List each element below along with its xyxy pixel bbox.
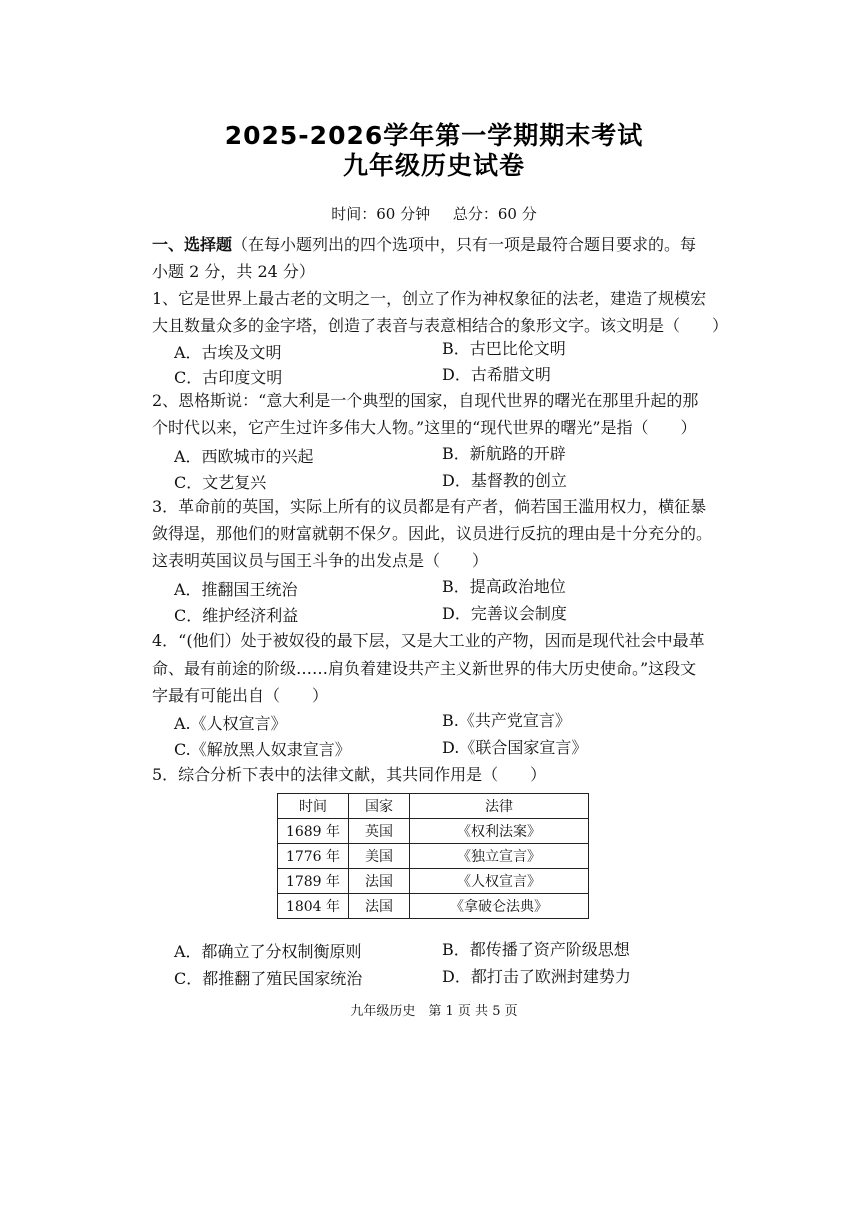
q1-option-c: C．古印度文明	[174, 368, 283, 387]
q1-line-2: 大且数量众多的金字塔，创造了表音与表意相结合的象形文字。该文明是（ ）	[152, 316, 729, 335]
q5-option-a: A．都确立了分权制衡原则	[174, 942, 362, 961]
law-table	[277, 793, 589, 919]
table-header-law: 法律	[410, 794, 589, 819]
instruction-part-b: 小题 2 分，共 24 分）	[152, 262, 315, 281]
q3-option-b: B．提高政治地位	[442, 577, 566, 596]
page-footer: 九年级历史 第 1 页 共 5 页	[350, 1004, 518, 1019]
q3-option-d: D．完善议会制度	[442, 604, 567, 623]
table-row	[278, 819, 589, 844]
q2-option-d: D．基督教的创立	[442, 471, 567, 490]
q2-option-c: C．文艺复兴	[174, 473, 267, 492]
exam-score: 总分：60 分	[452, 205, 537, 223]
section-instruction	[152, 232, 752, 255]
table-cell-time: 1804 年	[278, 894, 349, 919]
table-cell-law: 《拿破仑法典》	[410, 894, 589, 919]
table-header-row	[278, 794, 589, 819]
table-cell-law: 《权利法案》	[410, 819, 589, 844]
q3-line-3: 这表明英国议员与国王斗争的出发点是（ ）	[152, 551, 489, 570]
table-row	[278, 844, 589, 869]
table-row	[278, 894, 589, 919]
q2-line-2: 个时代以来，它产生过许多伟大人物。”这里的“现代世界的曙光”是指（ ）	[152, 418, 697, 437]
q4-line-2: 命、最有前途的阶级……肩负着建设共产主义新世界的伟大历史使命。”这段文	[152, 659, 697, 678]
q5-option-c: C．都推翻了殖民国家统治	[174, 969, 363, 988]
table-cell-country: 英国	[349, 819, 410, 844]
q2-line-1: 2、恩格斯说：“意大利是一个典型的国家，自现代世界的曙光在那里升起的那	[152, 391, 699, 410]
q4-option-d: D.《联合国家宣言》	[442, 738, 588, 757]
q1-option-a: A．古埃及文明	[174, 343, 282, 362]
q3-option-c: C．维护经济利益	[174, 606, 299, 625]
q3-option-a: A．推翻国王统治	[174, 580, 298, 599]
table-cell-country: 法国	[349, 894, 410, 919]
section-heading: 一、选择题	[152, 235, 233, 254]
table-header-country: 国家	[349, 794, 410, 819]
exam-time: 时间：60 分钟	[331, 205, 431, 223]
q1-option-d: D．古希腊文明	[442, 365, 551, 384]
q5-line-1: 5．综合分析下表中的法律文献，其共同作用是（ ）	[152, 765, 547, 784]
q4-option-a: A.《人权宣言》	[174, 714, 287, 733]
table-cell-time: 1689 年	[278, 819, 349, 844]
table-row	[278, 869, 589, 894]
table-cell-law: 《独立宣言》	[410, 844, 589, 869]
q5-option-b: B．都传播了资产阶级思想	[442, 940, 630, 959]
exam-title: 2025-2026学年第一学期期末考试	[224, 121, 644, 150]
table-cell-country: 法国	[349, 869, 410, 894]
q1-option-b: B．古巴比伦文明	[442, 339, 566, 358]
table-cell-law: 《人权宣言》	[410, 869, 589, 894]
q1-line-1: 1、它是世界上最古老的文明之一，创立了作为神权象征的法老，建造了规模宏	[152, 289, 707, 308]
table-cell-time: 1776 年	[278, 844, 349, 869]
table-cell-time: 1789 年	[278, 869, 349, 894]
q2-option-b: B．新航路的开辟	[442, 444, 566, 463]
table-cell-country: 美国	[349, 844, 410, 869]
q3-line-1: 3．革命前的英国，实际上所有的议员都是有产者，倘若国王滥用权力，横征暴	[152, 497, 707, 516]
q4-option-b: B.《共产党宣言》	[442, 711, 571, 730]
exam-subtitle: 九年级历史试卷	[342, 151, 525, 180]
q4-option-c: C.《解放黑人奴隶宣言》	[174, 740, 351, 759]
q2-option-a: A．西欧城市的兴起	[174, 447, 314, 466]
q3-line-2: 敛得逞，那他们的财富就朝不保夕。因此，议员进行反抗的理由是十分充分的。	[152, 524, 713, 543]
table-header-time: 时间	[278, 794, 349, 819]
q4-line-1: 4．“(他们）处于被奴役的最下层，又是大工业的产物，因而是现代社会中最革	[152, 631, 705, 650]
instruction-part-a: （在每小题列出的四个选项中，只有一项是最符合题目要求的。每	[232, 235, 697, 254]
q4-line-3: 字最有可能出自（ ）	[152, 686, 329, 705]
q5-option-d: D．都打击了欧洲封建势力	[442, 967, 631, 986]
exam-meta	[0, 203, 868, 224]
